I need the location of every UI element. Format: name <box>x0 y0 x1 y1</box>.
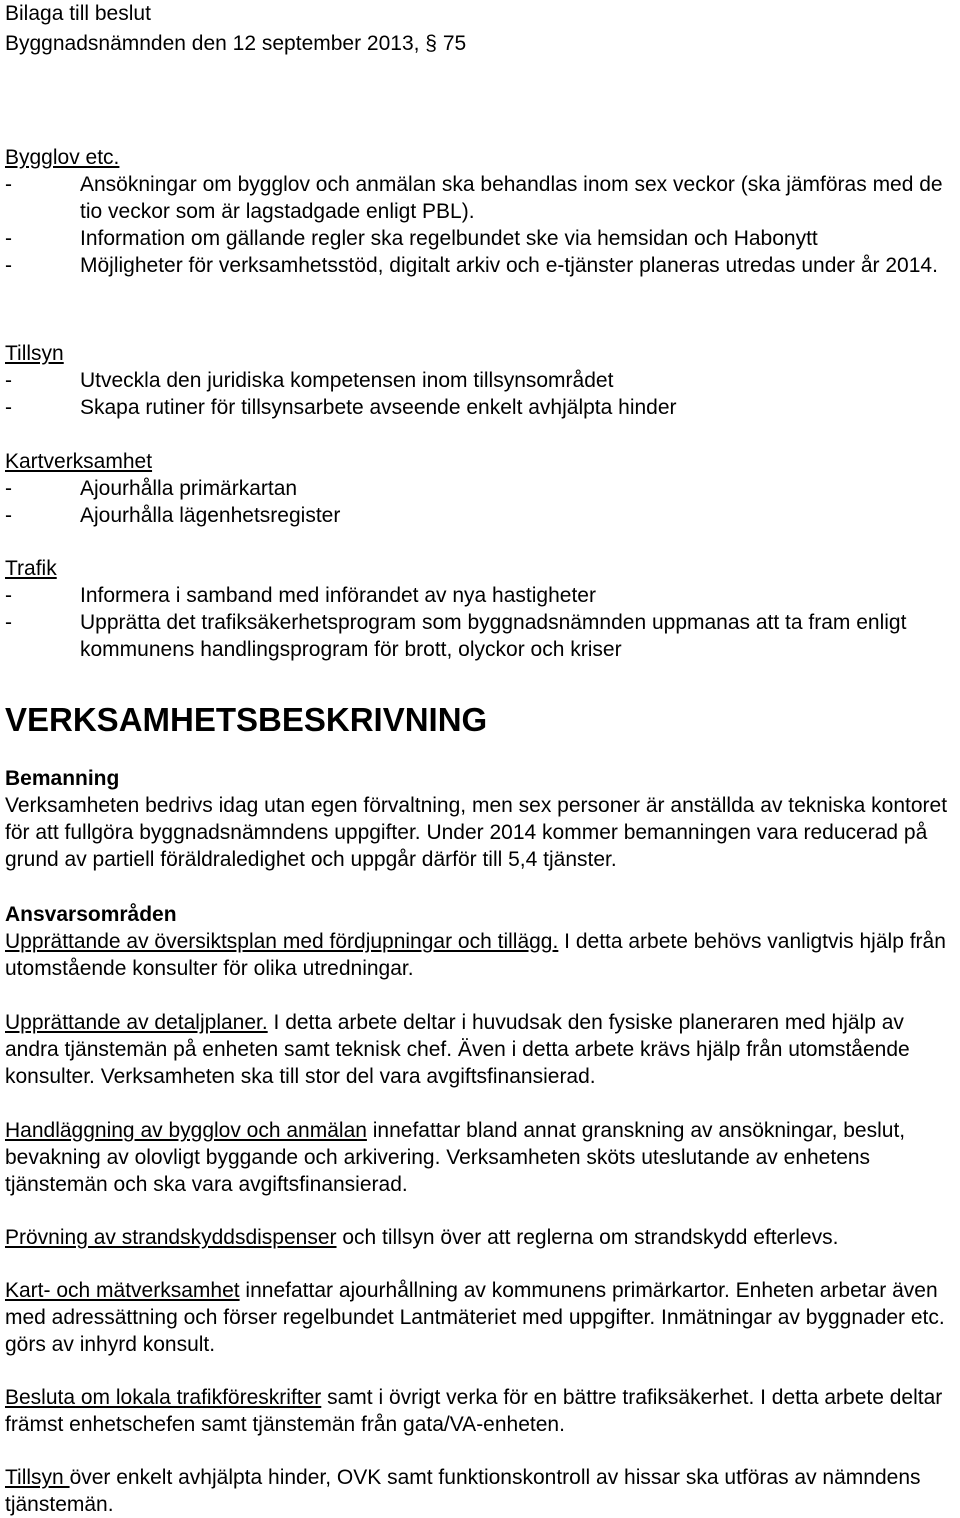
dash-marker: - <box>5 584 12 607</box>
header-line-1: Bilaga till beslut <box>5 2 151 25</box>
paragraph <box>5 928 960 982</box>
bullet-list <box>5 475 960 529</box>
paragraph-text: innefattar bland annat granskning av ansökningar, beslut, bevakning av olovligt byggande och arkivering. Verksamheten sköts uteslutande av enhetens tjänstemän och ska vara avgiftsfinansierad. <box>5 1119 906 1196</box>
paragraph-lead: Kart- och mätverksamhet <box>5 1279 240 1302</box>
header-line-2: Byggnadsnämnden den 12 september 2013, § 75 <box>5 32 467 55</box>
paragraph <box>5 1277 960 1358</box>
section-kartverksamhet <box>5 448 960 529</box>
list-item <box>5 367 960 394</box>
main-title: VERKSAMHETSBESKRIVNING <box>5 701 488 738</box>
paragraph-text: samt i övrigt verka för en bättre trafiksäkerhet. I detta arbete deltar främst enhetschefen samt tjänstemän från gata/VA-enheten. <box>5 1386 943 1436</box>
list-item <box>5 502 960 529</box>
list-item <box>5 582 960 609</box>
paragraph-text: och tillsyn över att reglerna om strandskydd efterlevs. <box>336 1226 839 1249</box>
bullet-list <box>5 367 960 421</box>
paragraph-text: innefattar ajourhållning av kommunens primärkartor. Enheten arbetar även med adressättning och förser regelbundet Lantmäteriet med uppgifter. Inmätningar av byggnader etc. görs av inhyrd konsult. <box>5 1279 945 1356</box>
section-heading: Kartverksamhet <box>5 450 153 473</box>
paragraph <box>5 1384 960 1438</box>
list-item-text: Upprätta det trafiksäkerhetsprogram som byggnadsnämnden uppmanas att ta fram enligt kommunens handlingsprogram för brott, olyckor och kriser <box>80 611 907 661</box>
section-heading: Bygglov etc. <box>5 146 120 169</box>
section-tillsyn <box>5 340 960 421</box>
section-ansvarsomraden <box>5 901 960 928</box>
dash-marker: - <box>5 254 12 277</box>
list-item-text: Skapa rutiner för tillsynsarbete avseende enkelt avhjälpta hinder <box>80 396 677 419</box>
dash-marker: - <box>5 396 12 419</box>
list-item <box>5 475 960 502</box>
dash-marker: - <box>5 504 12 527</box>
dash-marker: - <box>5 173 12 196</box>
paragraph-lead: Handläggning av bygglov och anmälan <box>5 1119 367 1142</box>
paragraph-lead: Tillsyn <box>5 1466 70 1489</box>
dash-marker: - <box>5 369 12 392</box>
list-item <box>5 225 960 252</box>
list-item <box>5 609 960 663</box>
section-heading: Trafik <box>5 557 57 580</box>
list-item-text: Utveckla den juridiska kompetensen inom tillsynsområdet <box>80 369 614 392</box>
list-item-text: Informera i samband med införandet av nya hastigheter <box>80 584 596 607</box>
dash-marker: - <box>5 611 12 634</box>
section-heading: Ansvarsområden <box>5 903 177 926</box>
bullet-list <box>5 582 960 663</box>
paragraph-lead: Prövning av strandskyddsdispenser <box>5 1226 337 1249</box>
paragraph-text: I detta arbete deltar i huvudsak den fysiske planeraren med hjälp av andra tjänstemän på enheten samt teknisk chef. Även i detta arbete krävs hjälp från utomstående konsulter. Verksamheten ska till stor del vara avgiftsfinansierad. <box>5 1011 910 1088</box>
list-item-text: Ajourhålla lägenhetsregister <box>80 504 341 527</box>
bullet-list <box>5 171 960 279</box>
list-item-text: Information om gällande regler ska regelbundet ske via hemsidan och Habonytt <box>80 227 818 250</box>
section-heading: Tillsyn <box>5 342 64 365</box>
list-item <box>5 252 960 279</box>
paragraph-text: över enkelt avhjälpta hinder, OVK samt funktionskontroll av hissar ska utföras av nämndens tjänstemän. <box>5 1466 921 1516</box>
paragraph <box>5 1117 960 1198</box>
section-bemanning <box>5 765 960 873</box>
list-item-text: Ansökningar om bygglov och anmälan ska behandlas inom sex veckor (ska jämföras med de tio veckor som är lagstadgade enligt PBL). <box>80 173 943 223</box>
paragraph-lead: Besluta om lokala trafikföreskrifter <box>5 1386 322 1409</box>
section-trafik <box>5 555 960 663</box>
list-item <box>5 394 960 421</box>
list-item <box>5 171 960 225</box>
list-item-text: Ajourhålla primärkartan <box>80 477 298 500</box>
list-item-text: Möjligheter för verksamhetsstöd, digitalt arkiv och e-tjänster planeras utredas under år 2014. <box>80 254 938 277</box>
section-heading: Bemanning <box>5 767 120 790</box>
paragraph-lead: Upprättande av detaljplaner. <box>5 1011 268 1034</box>
dash-marker: - <box>5 477 12 500</box>
paragraph-lead: Upprättande av översiktsplan med fördjupningar och tillägg. <box>5 930 559 953</box>
paragraph <box>5 1009 960 1090</box>
paragraph <box>5 1224 960 1251</box>
dash-marker: - <box>5 227 12 250</box>
paragraph-text: I detta arbete behövs vanligtvis hjälp från utomstående konsulter för olika utredningar. <box>5 930 946 980</box>
section-bygglov <box>5 144 960 279</box>
paragraph: Verksamheten bedrivs idag utan egen förvaltning, men sex personer är anställda av tekniska kontoret för att fullgöra byggnadsnämndens uppgifter. Under 2014 kommer bemanningen vara reducerad på grund av partiell föräldraledighet och uppgår därför till 5,4 tjänster. <box>5 794 948 871</box>
paragraph <box>5 1464 960 1518</box>
